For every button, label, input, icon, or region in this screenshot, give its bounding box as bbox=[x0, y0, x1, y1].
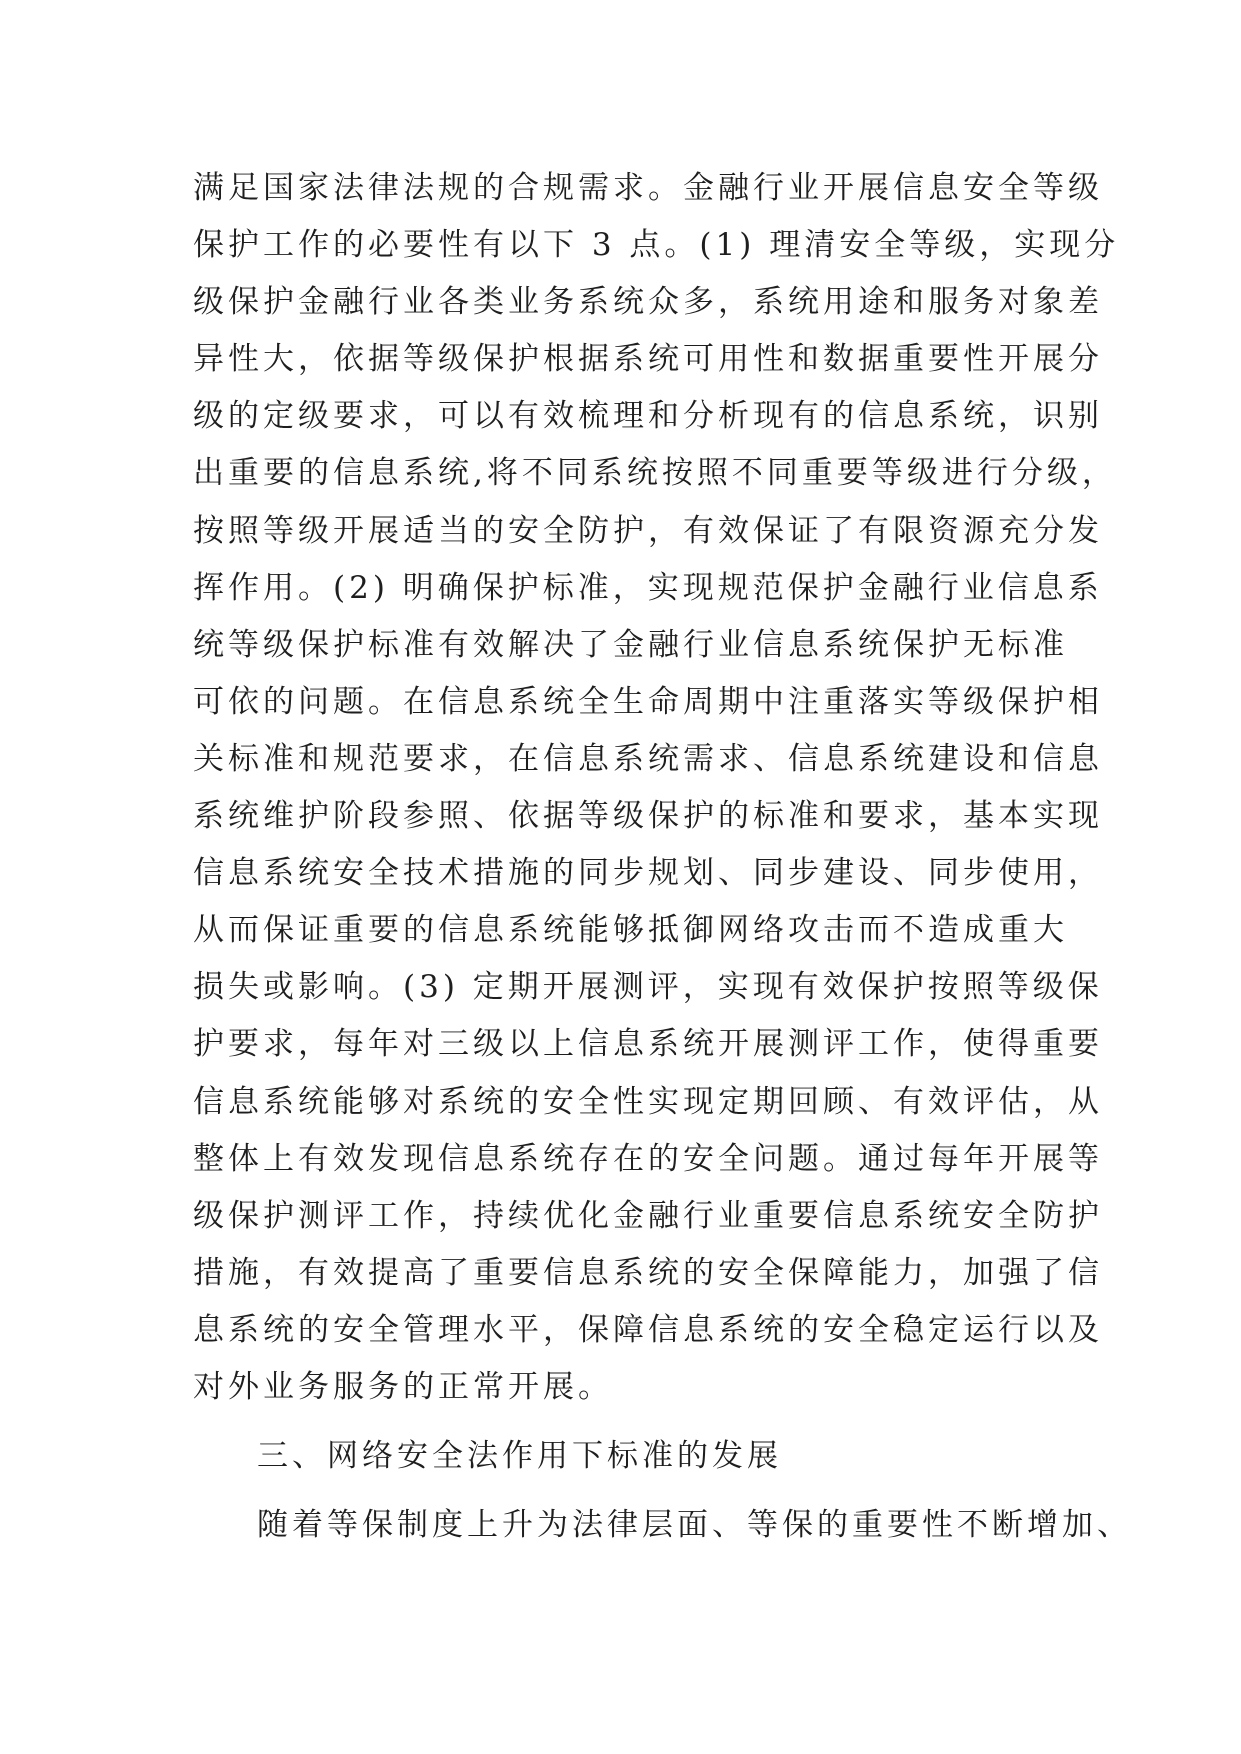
body-line: 从而保证重要的信息系统能够抵御网络攻击而不造成重大 bbox=[193, 912, 1068, 949]
body-line: 级的定级要求，可以有效梳理和分析现有的信息系统，识别 bbox=[193, 398, 1103, 435]
paragraph-first-line: 随着等保制度上升为法律层面、等保的重要性不断增加、 bbox=[257, 1507, 1132, 1544]
section-heading: 三、网络安全法作用下标准的发展 bbox=[257, 1438, 782, 1475]
body-line: 措施，有效提高了重要信息系统的安全保障能力，加强了信 bbox=[193, 1254, 1103, 1291]
body-line: 信息系统能够对系统的安全性实现定期回顾、有效评估，从 bbox=[193, 1083, 1103, 1120]
body-line: 保护工作的必要性有以下 3 点。(1) 理清安全等级，实现分 bbox=[193, 227, 1120, 264]
body-line: 关标准和规范要求，在信息系统需求、信息系统建设和信息 bbox=[193, 740, 1103, 777]
body-line: 损失或影响。(3) 定期开展测评，实现有效保护按照等级保 bbox=[193, 969, 1103, 1006]
body-line: 统等级保护标准有效解决了金融行业信息系统保护无标准 bbox=[193, 626, 1068, 663]
body-line: 异性大，依据等级保护根据系统可用性和数据重要性开展分 bbox=[193, 341, 1103, 378]
body-line: 出重要的信息系统,将不同系统按照不同重要等级进行分级， bbox=[193, 455, 1117, 492]
body-line: 挥作用。(2) 明确保护标准，实现规范保护金融行业信息系 bbox=[193, 569, 1103, 606]
body-line: 满足国家法律法规的合规需求。金融行业开展信息安全等级 bbox=[193, 170, 1103, 206]
body-line: 对外业务服务的正常开展。 bbox=[193, 1368, 613, 1405]
body-line: 护要求，每年对三级以上信息系统开展测评工作，使得重要 bbox=[193, 1026, 1103, 1063]
body-line: 信息系统安全技术措施的同步规划、同步建设、同步使用， bbox=[193, 855, 1103, 892]
body-line: 息系统的安全管理水平，保障信息系统的安全稳定运行以及 bbox=[193, 1311, 1103, 1348]
document-body bbox=[193, 160, 1132, 1554]
body-line: 级保护金融行业各类业务系统众多，系统用途和服务对象差 bbox=[193, 284, 1103, 321]
body-line: 系统维护阶段参照、依据等级保护的标准和要求，基本实现 bbox=[193, 798, 1103, 835]
body-line: 整体上有效发现信息系统存在的安全问题。通过每年开展等 bbox=[193, 1140, 1103, 1177]
body-line: 级保护测评工作，持续优化金融行业重要信息系统安全防护 bbox=[193, 1197, 1103, 1234]
body-line: 按照等级开展适当的安全防护，有效保证了有限资源充分发 bbox=[193, 512, 1103, 549]
body-line: 可依的问题。在信息系统全生命周期中注重落实等级保护相 bbox=[193, 683, 1103, 720]
